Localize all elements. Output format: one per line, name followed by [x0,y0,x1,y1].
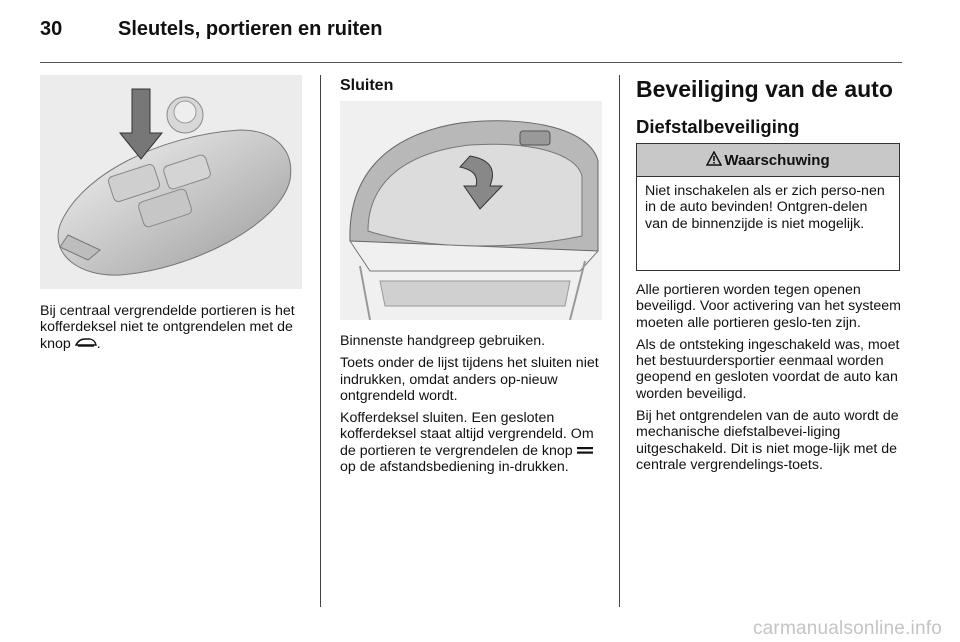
paragraph-portieren: Alle portieren worden tegen openen beveiligd. Voor activering van het systeem moeten alle portieren geslo-ten zijn. [636,282,901,331]
page-number: 30 [40,18,63,40]
column2-text: Binnenste handgreep gebruiken. Toets onder de lijst tijdens het sluiten niet indrukken, omdat anders op-nieuw ontgrendeld wordt. Kofferdeksel sluiten. Een gesloten kofferdeksel staat altijd vergrendeld. Om de portieren te vergrendelen de knop op de afstandsbediening in-drukken. [340,333,606,481]
key-fob-illustration [40,75,302,289]
header-divider [40,62,902,63]
paragraph-handgreep: Binnenste handgreep gebruiken. [340,333,546,349]
warning-box [636,143,900,271]
trunk-lock-paragraph: Bij centraal vergrendelde portieren is het kofferdeksel niet te ontgrendelen met de knop [40,303,295,352]
watermark: carmanualsonline.info [752,618,942,639]
paragraph-ontgrendelen: Bij het ontgrendelen van de auto wordt de mechanische diefstalbevei-liging uitgeschakeld. Dit is niet moge-lijk met de centrale vergrendelings-toets. [636,408,899,473]
paragraph-toets: Toets onder de lijst tijdens het sluiten niet indrukken, omdat anders op-nieuw ontgrendeld wordt. [340,355,599,404]
warning-title: Waarschuwing [724,151,830,169]
column1-text: Bij centraal vergrendelde portieren is het kofferdeksel niet te ontgrendelen met de knop . [40,303,295,352]
chapter-title: Sleutels, portieren en ruiten [118,18,383,40]
section-heading-sluiten: Sluiten [340,77,394,94]
tailgate-illustration [340,101,602,320]
subsection-heading-diefstalbeveiliging: Diefstalbeveiliging [636,116,800,137]
column-divider-2 [619,75,620,607]
column3-text [636,282,904,479]
lock-button-icon [577,443,593,459]
section-heading-beveiliging: Beveiliging van de auto [636,76,893,102]
warning-text: Niet inschakelen als er zich perso-nen in de auto bevinden! Ontgren-delen van de binnenzijde is niet mogelijk. [645,183,885,232]
column-divider-1 [320,75,321,607]
paragraph-ontsteking: Als de ontsteking ingeschakeld was, moet het bestuurdersportier eenmaal worden geopend en gesloten voordat de auto kan worden beveiligd. [636,336,900,402]
warning-triangle-icon [706,151,724,170]
paragraph-kofferdeksel: Kofferdeksel sluiten. Een gesloten kofferdeksel staat altijd vergrendeld. Om de portieren te vergrendelen de knop [340,410,594,459]
car-trunk-icon [75,336,97,352]
warning-header [637,144,899,177]
